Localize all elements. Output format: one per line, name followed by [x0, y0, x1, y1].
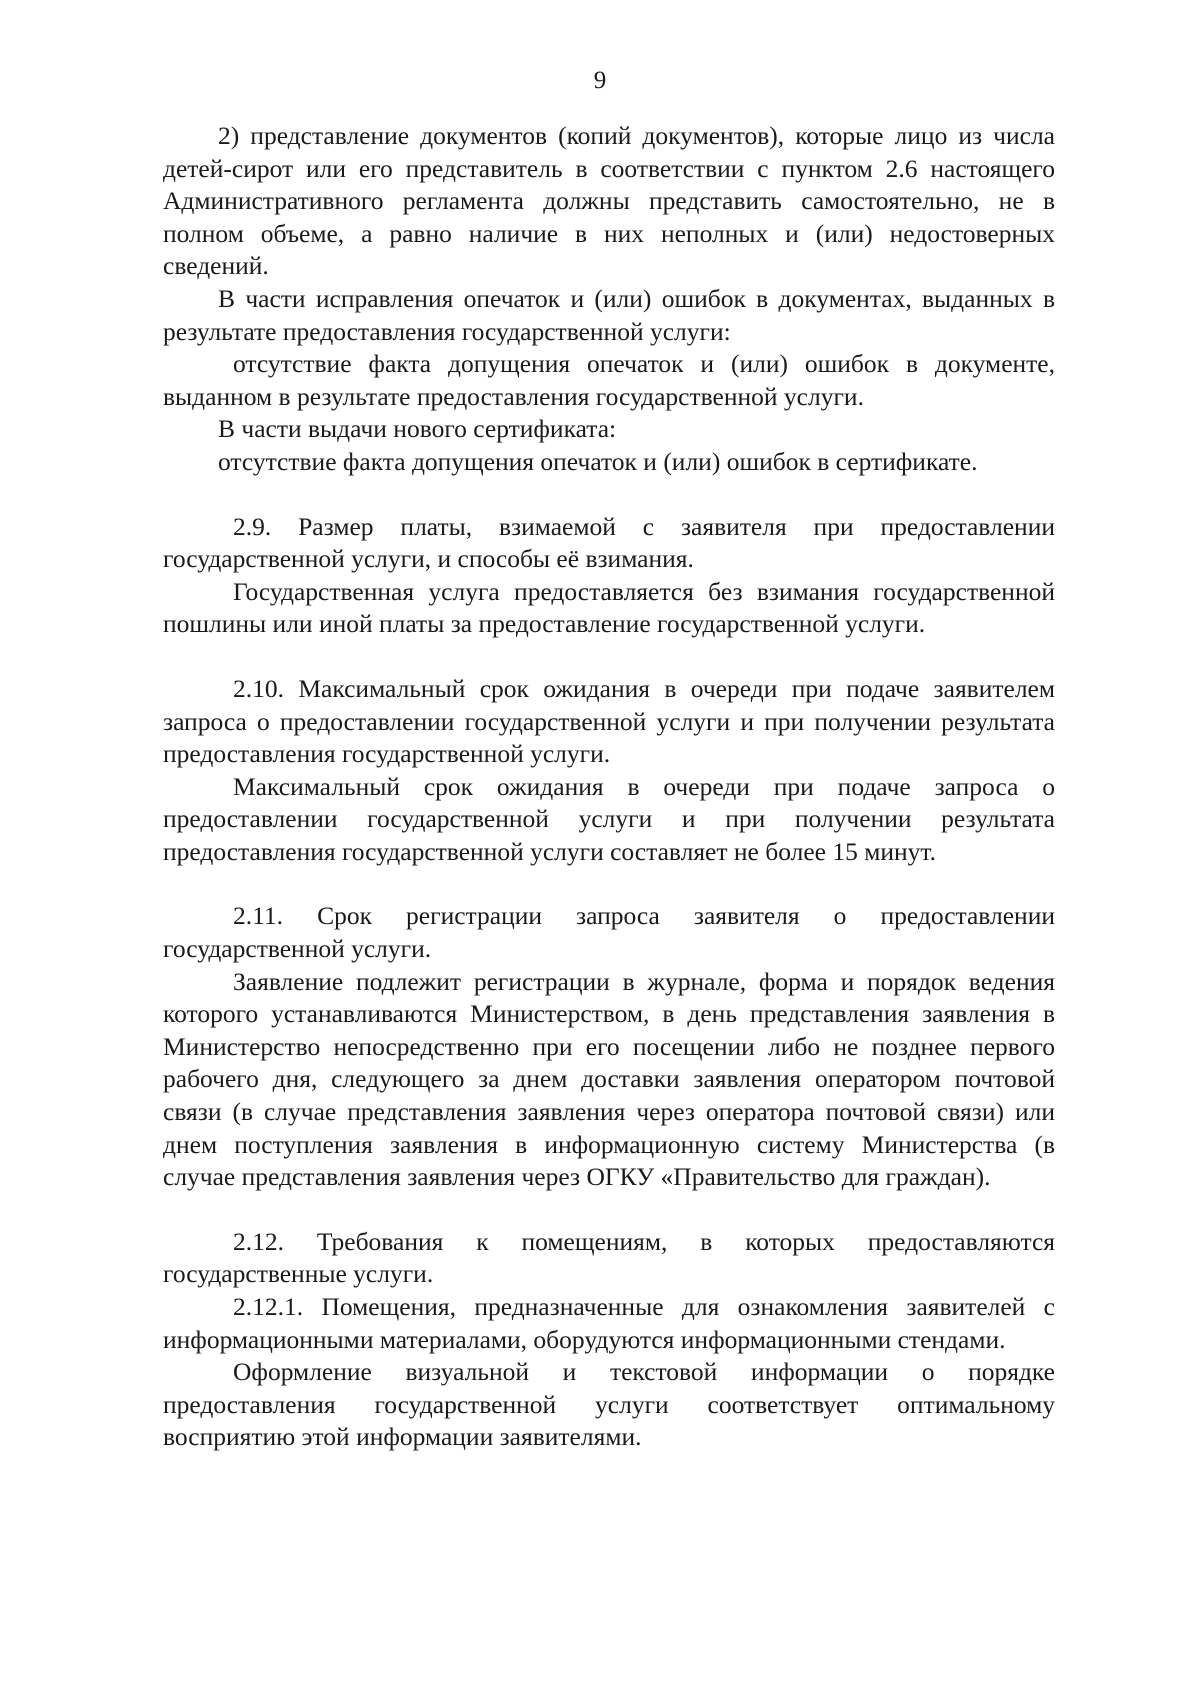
- page-number: 9: [593, 67, 607, 94]
- paragraph-typo-correction-intro: В части исправления опечаток и (или) ошибок в документах, выданных в результате предоставления государственной услуги:: [163, 283, 1055, 346]
- paragraph-certificate-typo-absence: отсутствие факта допущения опечаток и (или) ошибок в сертификате.: [218, 446, 978, 476]
- paragraph-new-certificate-intro: В части выдачи нового сертификата:: [218, 414, 617, 444]
- paragraph-visual-info: Оформление визуальной и текстовой информации о порядке предоставления государственной услуги соответствует оптимальному восприятию этой информации заявителями.: [163, 1357, 1055, 1452]
- paragraph-registration: Заявление подлежит регистрации в журнале, форма и порядок ведения которого устанавливаются Министерством, в день представления заявления в Министерство непосредственно при его посещении либо не позднее первого рабочего дня, следующего за днем доставки заявления оператором почтовой связи (в случае представления заявления через оператора почтовой связи) или днем поступления заявления в информационную систему Министерства (в случае представления заявления через ОГКУ «Правительство для граждан).: [163, 966, 1055, 1192]
- paragraph-fee-free: Государственная услуга предоставляется без взимания государственной пошлины или иной платы за предоставление государственной услуги.: [163, 576, 1055, 639]
- paragraph-item-2: 2) представление документов (копий документов), которые лицо из числа детей-сирот или его представитель в соответствии с пунктом 2.6 настоящего Административного регламента должны представить самостоятельно, не в полном объеме, а равно наличие в них неполных и (или) недостоверных сведений.: [163, 121, 1055, 281]
- document-body: [163, 120, 1055, 1454]
- section-heading-2-12: 2.12. Требования к помещениям, в которых предоставляются государственные услуги.: [163, 1226, 1055, 1289]
- paragraph-typo-absence: отсутствие факта допущения опечаток и (или) ошибок в документе, выданном в результате предоставления государственной услуги.: [163, 349, 1055, 411]
- paragraph-max-wait: Максимальный срок ожидания в очереди при подаче запроса о предоставлении государственной услуги и при получении результата предоставления государственной услуги составляет не более 15 минут.: [163, 771, 1055, 866]
- section-heading-2-10: 2.10. Максимальный срок ожидания в очереди при подаче заявителем запроса о предоставлении государственной услуги и при получении результата предоставления государственной услуги.: [163, 673, 1055, 769]
- section-heading-2-9: 2.9. Размер платы, взимаемой с заявителя при предоставлении государственной услуги, и способы её взимания.: [163, 511, 1055, 574]
- section-heading-2-11: 2.11. Срок регистрации запроса заявителя о предоставлении государственной услуги.: [163, 901, 1055, 964]
- section-heading-2-12-1: 2.12.1. Помещения, предназначенные для ознакомления заявителей с информационными материалами, оборудуются информационными стендами.: [163, 1292, 1055, 1354]
